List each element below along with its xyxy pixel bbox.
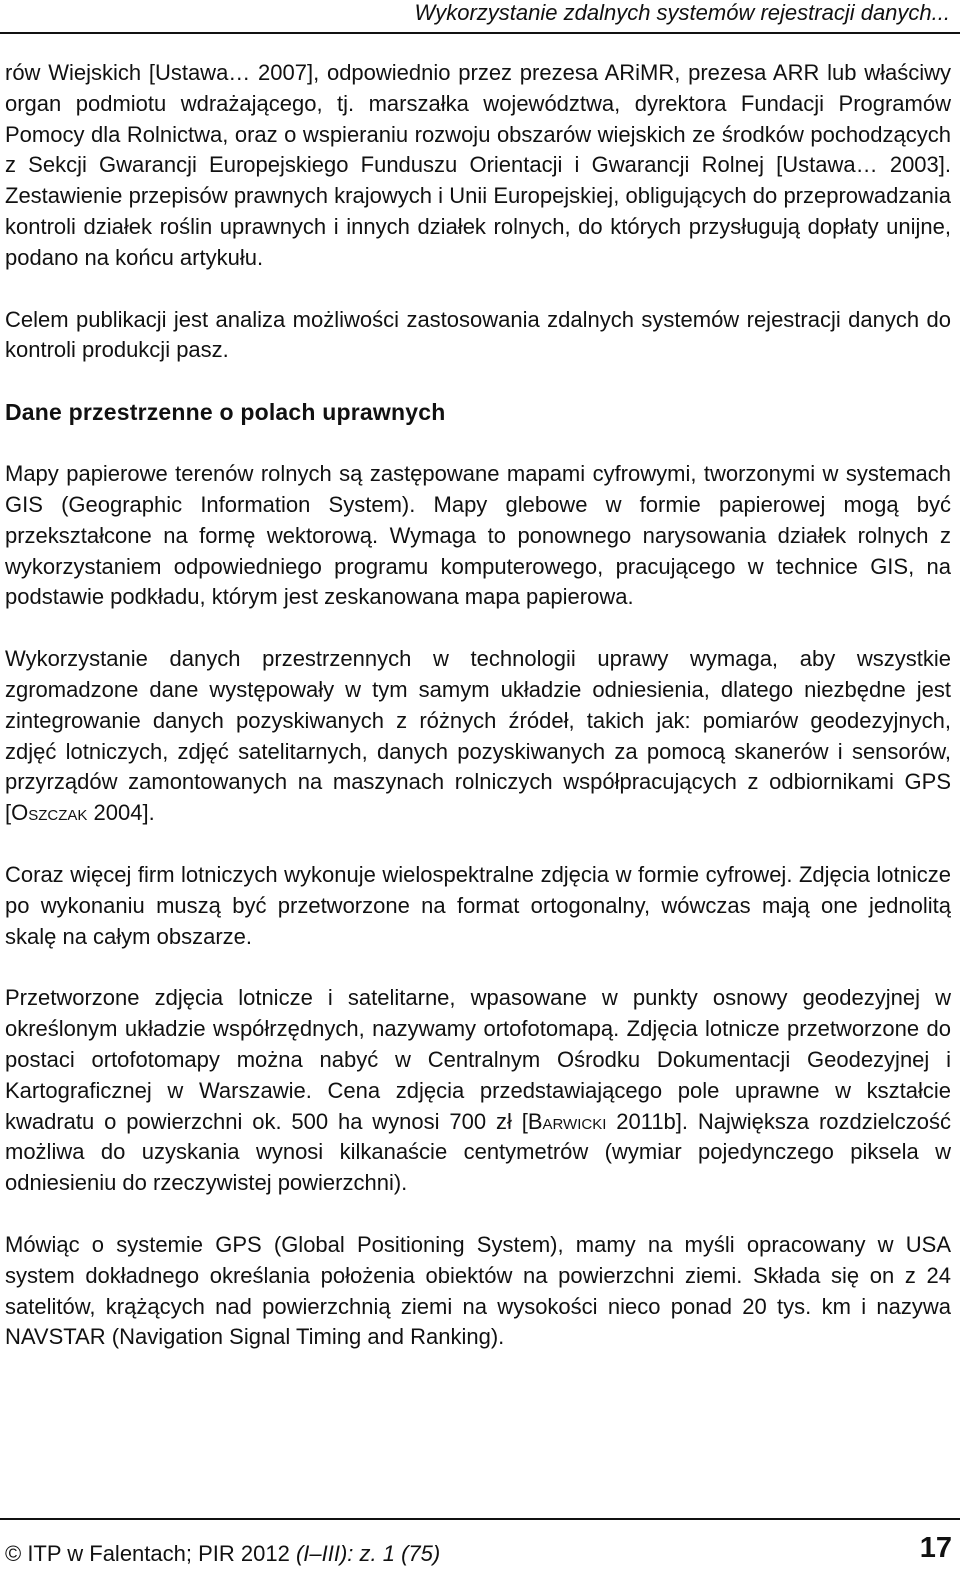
page-footer	[0, 1532, 960, 1572]
article-body	[5, 58, 951, 1384]
footer-citation	[5, 1538, 440, 1570]
citation-author-oszczak: Oszczak	[11, 800, 88, 826]
paragraph-5: Coraz więcej firm lotniczych wykonuje wielospektralne zdjęcia w formie cyfrowej. Zdjęcia lotnicze po wykonaniu muszą być przetworzone na format ortogonalny, wówczas mają one jednolitą skalę na całym obszarze.	[5, 861, 951, 949]
paragraph-1-text: rów Wiejskich [Ustawa… 2007], odpowiednio przez prezesa ARiMR, prezesa ARR lub właściwy organ podmiotu wdrażającego, tj. marszałka województwa, dyrektora Fundacji Programów Pomocy dla Rolnictwa, oraz o wspieraniu rozwoju obszarów wiejskich ze środków pochodzących z Sekcji Gwarancji Europejskiego Funduszu Orientacji i Gwarancji Rolnej [Ustawa… 2003]. Zestawienie przepisów prawnych krajowych i Unii Europejskiej, obligujących do przeprowadzania kontroli działek roślin uprawnych i innych działek rolnych, do których przysługują dopłaty unijne, podano na końcu artykułu.	[5, 60, 951, 270]
footer-copyright: © ITP w Falentach; PIR 2012	[5, 1541, 296, 1566]
citation-author-barwicki: Barwicki	[527, 1108, 607, 1134]
header-rule	[0, 32, 960, 34]
paragraph-6	[5, 983, 951, 1199]
page-number: 17	[919, 1532, 952, 1564]
paragraph-3: Mapy papierowe terenów rolnych są zastępowane mapami cyfrowymi, tworzonymi w systemach GIS (Geographic Information System). Mapy glebowe w formie papierowej mogą być przekształcone na formę wektorową. Wymaga to ponownego narysowania działek rolnych z wykorzystaniem odpowiedniego programu komputerowego, pracującego w technice GIS, na podstawie podkładu, którym jest zeskanowana mapa papierowa.	[5, 461, 951, 610]
paragraph-4	[5, 644, 951, 829]
paragraph-2: Celem publikacji jest analiza możliwości zastosowania zdalnych systemów rejestracji danych do kontroli produkcji pasz.	[5, 306, 951, 363]
section-heading: Dane przestrzenne o polach uprawnych	[5, 399, 446, 426]
running-header: Wykorzystanie zdalnych systemów rejestracji danych...	[414, 0, 950, 25]
paragraph-4-text: Wykorzystanie danych przestrzennych w technologii uprawy wymaga, aby wszystkie zgromadzone dane występowały w tym samym układzie odniesienia, dlatego niezbędne jest zintegrowanie danych pozyskiwanych z różnych źródeł, takich jak: pomiarów geodezyjnych, zdjęć lotniczych, zdjęć satelitarnych, danych pozyskiwanych za pomocą skanerów i sensorów, przyrządów zamontowanych na maszynach rolniczych współpracujących z odbiornikami GPS [	[5, 646, 951, 826]
paragraph-6-tail: 2011b]. Największa rozdzielczość możliwa do uzyskania wynosi kilkanaście centymetrów (wymiar pojedynczego piksela w odniesieniu do rzeczywistej powierzchni).	[5, 1108, 952, 1196]
footer-rule	[0, 1518, 960, 1520]
paragraph-4-tail: 2004].	[87, 800, 155, 826]
paragraph-7: Mówiąc o systemie GPS (Global Positioning System), mamy na myśli opracowany w USA system dokładnego określania położenia obiektów na powierzchni ziemi. Składa się on z 24 satelitów, krążących nad powierzchnią ziemi na wysokości nieco ponad 20 tys. km i nazywa NAVSTAR (Navigation Signal Timing and Ranking).	[5, 1231, 951, 1350]
footer-issue: (I–III): z. 1 (75)	[295, 1541, 441, 1566]
paragraph-1	[5, 58, 951, 274]
paragraph-6-text: Przetworzone zdjęcia lotnicze i satelitarne, wpasowane w punkty osnowy geodezyjnej w określonym układzie współrzędnych, nazywamy ortofotomapą. Zdjęcia lotnicze przetworzone do postaci ortofotomapy można nabyć w Centralnym Ośrodku Dokumentacji Geodezyjnej i Kartograficznej w Warszawie. Cena zdjęcia przedstawiającego pole uprawne w kształcie kwadratu o powierzchni ok. 500 ha wynosi 700 zł [	[5, 985, 951, 1134]
